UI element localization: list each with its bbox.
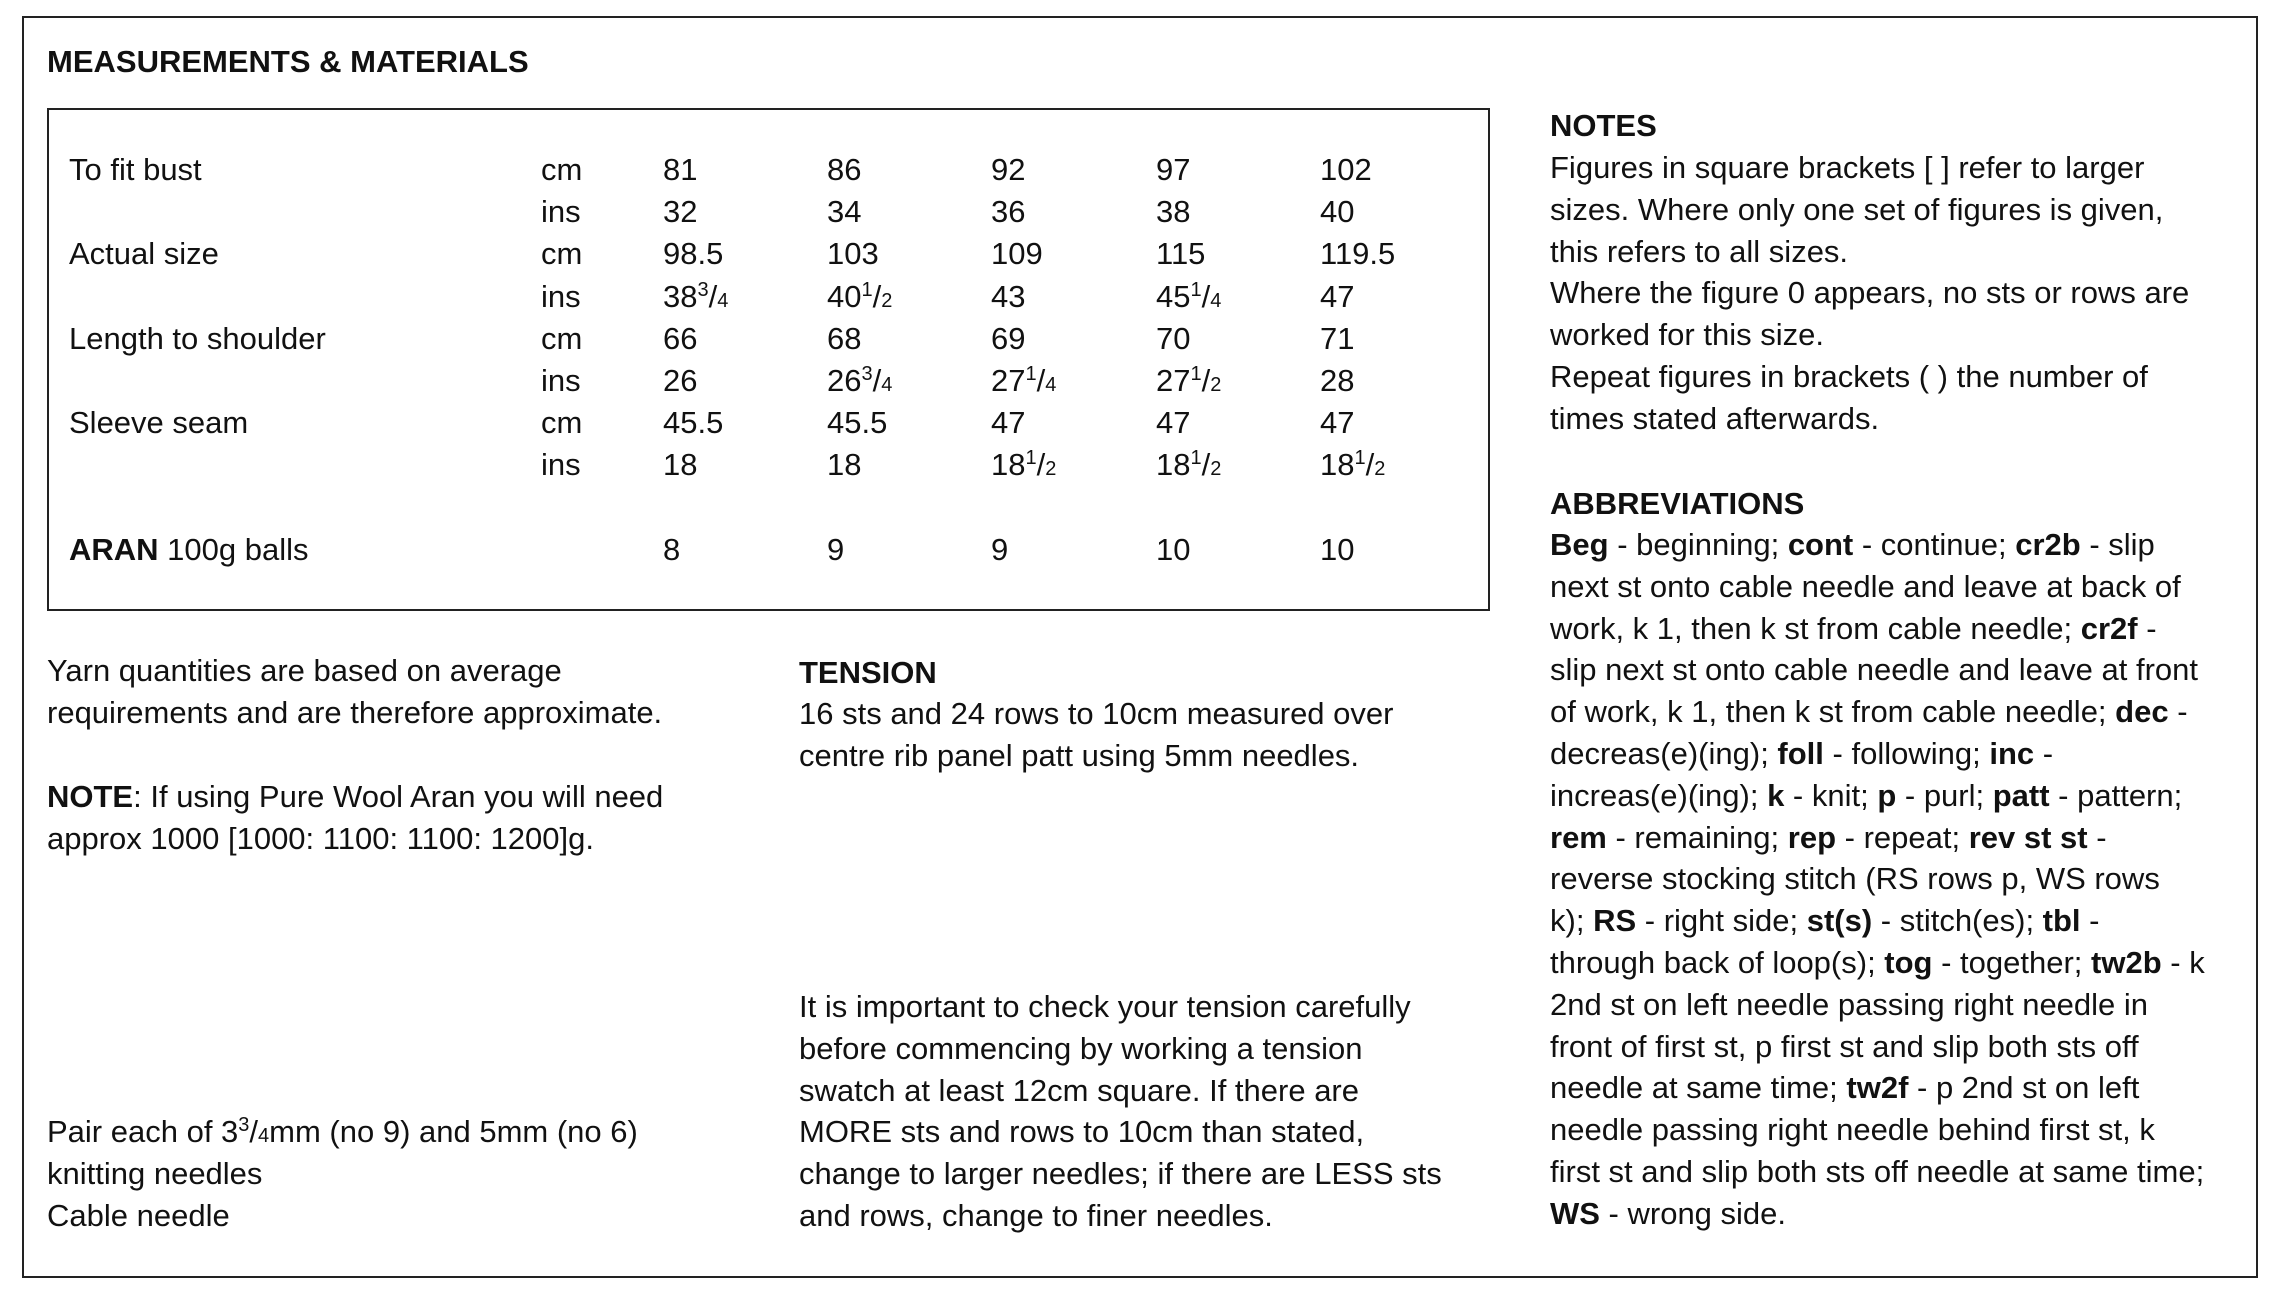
measurement-value: $38^3/4$ (663, 278, 729, 314)
measurements-table (47, 108, 1490, 611)
measurement-value: $18^1/2$ (991, 447, 1057, 483)
tension-check-line: swatch at least 12cm square. If there are (799, 1072, 1359, 1108)
aran-value: 10 (1156, 531, 1191, 567)
measurement-label: To fit bust (69, 152, 202, 187)
measurement-value: 115 (1156, 236, 1206, 272)
measurement-label: Sleeve seam (69, 405, 249, 441)
needles-line-2: knitting needles (47, 1155, 263, 1191)
aran-value: 10 (1320, 531, 1355, 567)
yarn-note-line: Yarn quantities are based on average (47, 653, 562, 688)
needles-list (47, 1111, 638, 1236)
notes-line: times stated afterwards. (1550, 400, 1880, 436)
needles-line-3: Cable needle (47, 1197, 230, 1233)
measurement-value: 45.5 (827, 405, 888, 441)
measurement-value: 119.5 (1320, 236, 1396, 272)
abbreviation-line: work, k 1, then k st from cable needle; cr2f - (1550, 610, 2157, 646)
abbreviation-term: Beg (1550, 527, 1609, 562)
notes-line: this refers to all sizes. (1550, 233, 1849, 269)
needles-fraction-den: 4 (258, 1125, 270, 1147)
abbreviation-term: WS (1550, 1195, 1600, 1231)
page-title: MEASUREMENTS & MATERIALS (47, 44, 529, 79)
measurement-value: 92 (991, 152, 1026, 187)
measurement-value: 68 (827, 320, 862, 356)
abbreviation-term: st(s) (1806, 903, 1873, 939)
abbreviation-term: p (1877, 777, 1897, 813)
abbreviation-line: next st onto cable needle and leave at back of (1550, 568, 2181, 604)
measurement-value: 86 (827, 152, 862, 187)
needles-fraction-slash: / (249, 1114, 259, 1149)
measurement-value: 98.5 (663, 236, 724, 272)
measurement-value: 45.5 (663, 405, 724, 441)
abbreviation-line: front of first st, p first st and slip both sts off (1550, 1028, 2139, 1064)
measurement-value: $45^1/4$ (1156, 278, 1222, 314)
abbreviation-term: rep (1787, 819, 1837, 855)
wool-note (47, 776, 663, 860)
measurement-value: 69 (991, 320, 1026, 356)
measurement-unit: cm (541, 320, 583, 356)
measurement-value: 40 (1320, 194, 1355, 230)
measurement-unit: ins (541, 447, 581, 483)
wool-note-text-2: approx 1000 [1000: 1100: 1100: 1200]g. (47, 820, 594, 856)
abbreviation-line: rem - remaining; rep - repeat; rev st st - (1550, 819, 2107, 855)
measurement-value: 71 (1320, 320, 1355, 356)
measurement-value: 70 (1156, 320, 1191, 356)
abbreviation-line: Beg - beginning; cont - continue; cr2b - slip (1550, 527, 2155, 562)
notes-heading: NOTES (1550, 108, 1657, 143)
measurement-value: 47 (991, 405, 1026, 441)
abbreviation-line: needle passing right needle behind first st, k (1550, 1112, 2155, 1148)
measurement-value: $26^3/4$ (827, 363, 893, 398)
notes-text (1550, 147, 2189, 440)
tension-text (799, 693, 1393, 777)
abbreviation-term: cr2b (2015, 527, 2081, 562)
abbreviation-term: dec (2115, 694, 2169, 730)
wool-note-text: : If using Pure Wool Aran you will need (133, 779, 664, 814)
abbreviation-line: first st and slip both sts off needle at same time; (1550, 1153, 2205, 1189)
abbreviations-heading: ABBREVIATIONS (1550, 486, 1805, 521)
aran-label-bold: ARAN (69, 531, 159, 567)
measurement-value: 66 (663, 320, 698, 356)
measurement-label: Length to shoulder (69, 320, 326, 356)
abbreviation-term: cr2f (2080, 610, 2138, 646)
abbreviation-term: rev st st (1968, 819, 2088, 855)
measurement-value: 36 (991, 194, 1026, 230)
abbreviation-line: 2nd st on left needle passing right needle in (1550, 986, 2149, 1022)
abbreviation-term: tw2f (1846, 1070, 1909, 1106)
notes-line: worked for this size. (1550, 317, 1824, 353)
abbreviation-line: increas(e)(ing); k - knit; p - purl; patt - pattern; (1550, 777, 2183, 813)
measurement-value: 26 (663, 363, 698, 398)
measurement-unit: cm (541, 152, 583, 187)
measurement-unit: cm (541, 236, 583, 272)
measurement-label: Actual size (69, 236, 219, 272)
yarn-note-line: requirements and are therefore approximate. (47, 694, 663, 730)
abbreviation-line: slip next st onto cable needle and leave at front (1550, 652, 2198, 688)
measurement-unit: cm (541, 405, 583, 441)
measurement-value: 18 (827, 447, 862, 483)
abbreviation-term: k (1767, 777, 1785, 813)
abbreviation-line: reverse stocking stitch (RS rows p, WS rows (1550, 861, 2160, 897)
measurement-value: $27^1/2$ (1156, 363, 1222, 398)
tension-check-line: MORE sts and rows to 10cm than stated, (799, 1114, 1365, 1150)
measurement-unit: ins (541, 278, 581, 314)
abbreviation-term: inc (1989, 735, 2035, 771)
tension-check-text (799, 986, 1442, 1237)
measurement-value: 47 (1320, 278, 1355, 314)
tension-line: 16 sts and 24 rows to 10cm measured over (799, 696, 1394, 731)
needles-text: Pair each of 3 (47, 1114, 239, 1149)
tension-check-line: and rows, change to finer needles. (799, 1197, 1273, 1233)
notes-line: Where the figure 0 appears, no sts or rows are (1550, 275, 2190, 311)
measurement-unit: ins (541, 363, 581, 398)
measurement-value: 103 (827, 236, 879, 272)
abbreviations-text (1550, 524, 2205, 1235)
needles-text-2: mm (no 9) and 5mm (no 6) (269, 1114, 638, 1149)
abbreviation-line: k); RS - right side; st(s) - stitch(es); tbl - (1550, 903, 2100, 939)
abbreviation-term: tw2b (2091, 944, 2162, 980)
aran-value: 9 (827, 531, 845, 567)
tension-line: centre rib panel patt using 5mm needles. (799, 737, 1360, 773)
abbreviation-line: WS - wrong side. (1550, 1195, 1787, 1231)
measurement-value: 47 (1156, 405, 1191, 441)
measurement-value: $40^1/2$ (827, 278, 893, 314)
abbreviation-term: RS (1593, 903, 1637, 939)
tension-check-line: before commencing by working a tension (799, 1030, 1363, 1066)
measurement-value: $18^1/2$ (1320, 447, 1386, 483)
aran-value: 9 (991, 531, 1009, 567)
measurement-value: 47 (1320, 405, 1355, 441)
measurement-value: 34 (827, 194, 862, 230)
measurement-value: $18^1/2$ (1156, 447, 1222, 483)
measurement-value: 43 (991, 278, 1026, 314)
abbreviation-term: foll (1777, 735, 1824, 771)
abbreviation-term: rem (1550, 819, 1607, 855)
abbreviation-term: patt (1992, 777, 2050, 813)
measurement-value: 109 (991, 236, 1043, 272)
yarn-note (47, 650, 662, 734)
notes-line: Repeat figures in brackets ( ) the number of (1550, 358, 2148, 394)
measurement-value: 102 (1320, 152, 1372, 187)
measurement-value: 18 (663, 447, 698, 483)
abbreviation-line: of work, k 1, then k st from cable needle; dec - (1550, 694, 2188, 730)
notes-line: Figures in square brackets [ ] refer to larger (1550, 150, 2145, 185)
tension-check-line: change to larger needles; if there are LESS sts (799, 1156, 1442, 1192)
notes-line: sizes. Where only one set of figures is given, (1550, 191, 2164, 227)
abbreviation-line: decreas(e)(ing); foll - following; inc - (1550, 735, 2054, 771)
abbreviation-term: cont (1787, 527, 1854, 562)
needles-fraction-num: 3 (238, 1114, 250, 1136)
tension-check-line: It is important to check your tension carefully (799, 989, 1411, 1024)
tension-heading: TENSION (799, 655, 937, 690)
measurement-value: 28 (1320, 363, 1355, 398)
abbreviation-term: tog (1884, 944, 1933, 980)
measurement-value: 81 (663, 152, 698, 187)
abbreviation-line: needle at same time; tw2f - p 2nd st on left (1550, 1070, 2140, 1106)
measurement-value: 97 (1156, 152, 1191, 187)
aran-label: ARAN 100g balls (69, 531, 309, 567)
measurement-value: 38 (1156, 194, 1191, 230)
abbreviation-line: through back of loop(s); tog - together; tw2b - k (1550, 944, 2205, 980)
aran-value: 8 (663, 531, 681, 567)
abbreviation-term: tbl (2042, 903, 2081, 939)
measurement-value: 32 (663, 194, 698, 230)
wool-note-label: NOTE (47, 779, 134, 814)
measurement-unit: ins (541, 194, 581, 230)
measurement-value: $27^1/4$ (991, 363, 1057, 398)
